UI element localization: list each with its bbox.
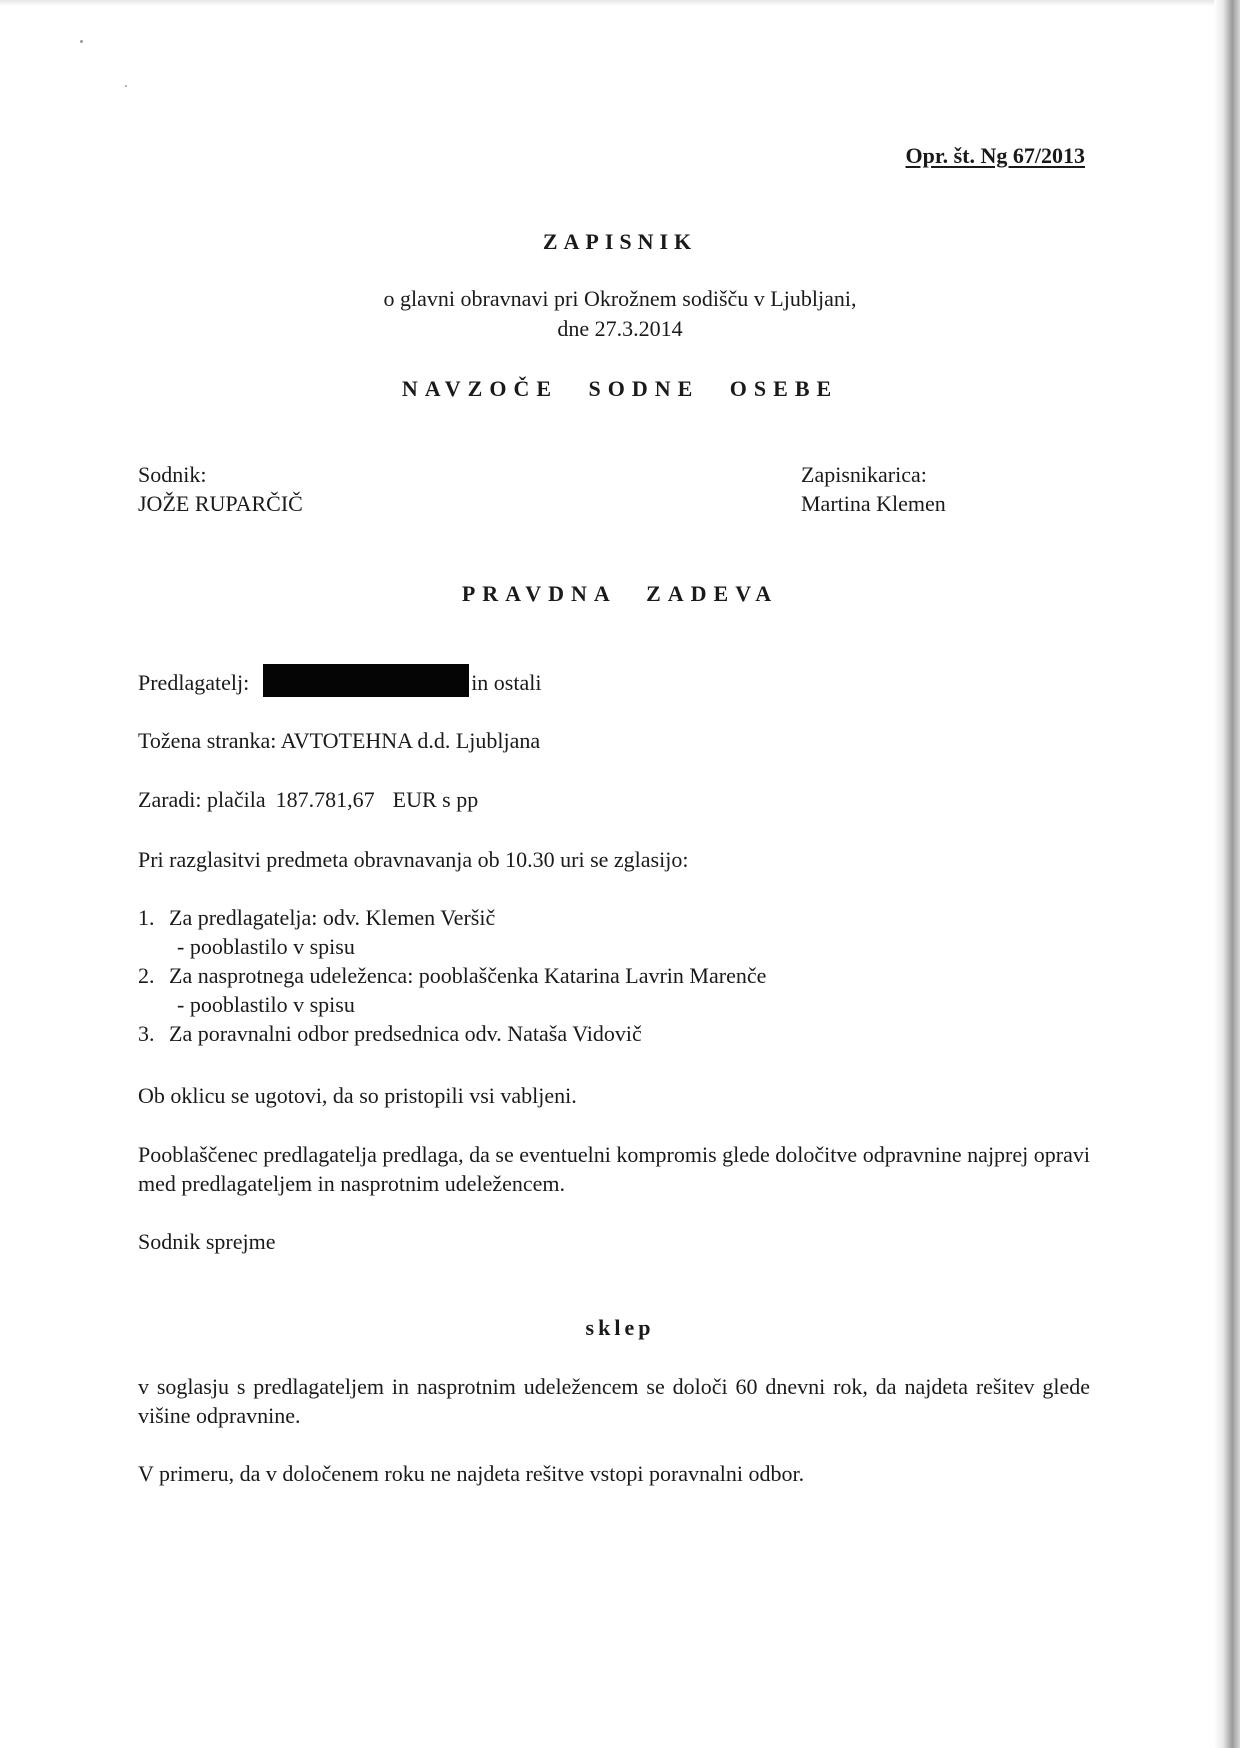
hearing-subtitle bbox=[0, 284, 1240, 344]
judge-name: JOŽE RUPARČIČ bbox=[138, 491, 303, 516]
defendant-label: Tožena stranka: bbox=[138, 728, 277, 753]
subtitle-court-line: o glavni obravnavi pri Okrožnem sodišču v Ljubljani, bbox=[383, 286, 857, 311]
document-title: ZAPISNIK bbox=[542, 229, 698, 254]
decision-heading: sklep bbox=[585, 1315, 655, 1340]
clerk-block bbox=[801, 460, 946, 518]
scan-speck bbox=[125, 85, 127, 87]
paragraph-final: V primeru, da v določenem roku ne najdeta rešitve vstopi poravnalni odbor. bbox=[138, 1461, 805, 1486]
paragraph-attendance: Ob oklicu se ugotovi, da so pristopili vsi vabljeni. bbox=[138, 1083, 577, 1108]
opening-text: Pri razglasitvi predmeta obravnavanja ob 10.30 uri se zglasijo: bbox=[138, 847, 689, 872]
list-item-number: 3. bbox=[138, 1021, 155, 1046]
scan-top-shadow bbox=[0, 0, 1240, 6]
matter-heading: PRAVDNA ZADEVA bbox=[461, 581, 779, 606]
list-item bbox=[138, 903, 766, 932]
proposer-label: Predlagatelj: bbox=[138, 670, 250, 695]
list-item-number: 1. bbox=[138, 905, 155, 930]
list-item-text: Za predlagatelja: odv. Klemen Veršič bbox=[169, 905, 496, 930]
subject-label: Zaradi: bbox=[138, 787, 202, 812]
subject-description: plačila bbox=[207, 787, 266, 812]
judge-block bbox=[138, 460, 303, 518]
list-item-text: Za nasprotnega udeleženca: pooblaščenka Katarina Lavrin Marenče bbox=[169, 963, 767, 988]
list-item-number: 2. bbox=[138, 963, 155, 988]
subject-currency: EUR s pp bbox=[392, 787, 479, 812]
attendees-list bbox=[138, 903, 766, 1048]
clerk-name: Martina Klemen bbox=[801, 491, 946, 516]
list-item-text: Za poravnalni odbor predsednica odv. Nataša Vidovič bbox=[169, 1021, 642, 1046]
defendant-row bbox=[138, 726, 540, 755]
clerk-label: Zapisnikarica: bbox=[801, 462, 927, 487]
list-item-note: - pooblastilo v spisu bbox=[177, 934, 355, 959]
persons-heading: NAVZOČE SODNE OSEBE bbox=[401, 376, 839, 401]
subject-row bbox=[138, 785, 478, 814]
paragraph-judge: Sodnik sprejme bbox=[138, 1229, 276, 1254]
defendant-value: AVTOTEHNA d.d. Ljubljana bbox=[280, 728, 541, 753]
paragraph-proposal: Pooblaščenec predlagatelja predlaga, da se eventuelni kompromis glede določitve odpravnine najprej opravi med predlagateljem in nasprotnim udeležencem. bbox=[138, 1142, 1090, 1196]
proposer-suffix: in ostali bbox=[471, 670, 542, 695]
scan-right-edge bbox=[1214, 0, 1240, 1748]
scan-speck bbox=[80, 40, 83, 43]
list-item bbox=[138, 1019, 766, 1048]
list-item bbox=[138, 961, 766, 990]
judge-label: Sodnik: bbox=[138, 462, 207, 487]
redaction-bar bbox=[263, 664, 469, 697]
list-item-note: - pooblastilo v spisu bbox=[177, 992, 355, 1017]
proposer-row bbox=[138, 668, 541, 701]
case-number: Opr. št. Ng 67/2013 bbox=[905, 143, 1085, 168]
subtitle-date-line: dne 27.3.2014 bbox=[557, 316, 683, 341]
subject-amount: 187.781,67 bbox=[275, 787, 375, 812]
paragraph-decision: v soglasju s predlagateljem in nasprotnim udeležencem se določi 60 dnevni rok, da najdeta rešitev glede višine odpravnine. bbox=[138, 1374, 1090, 1428]
